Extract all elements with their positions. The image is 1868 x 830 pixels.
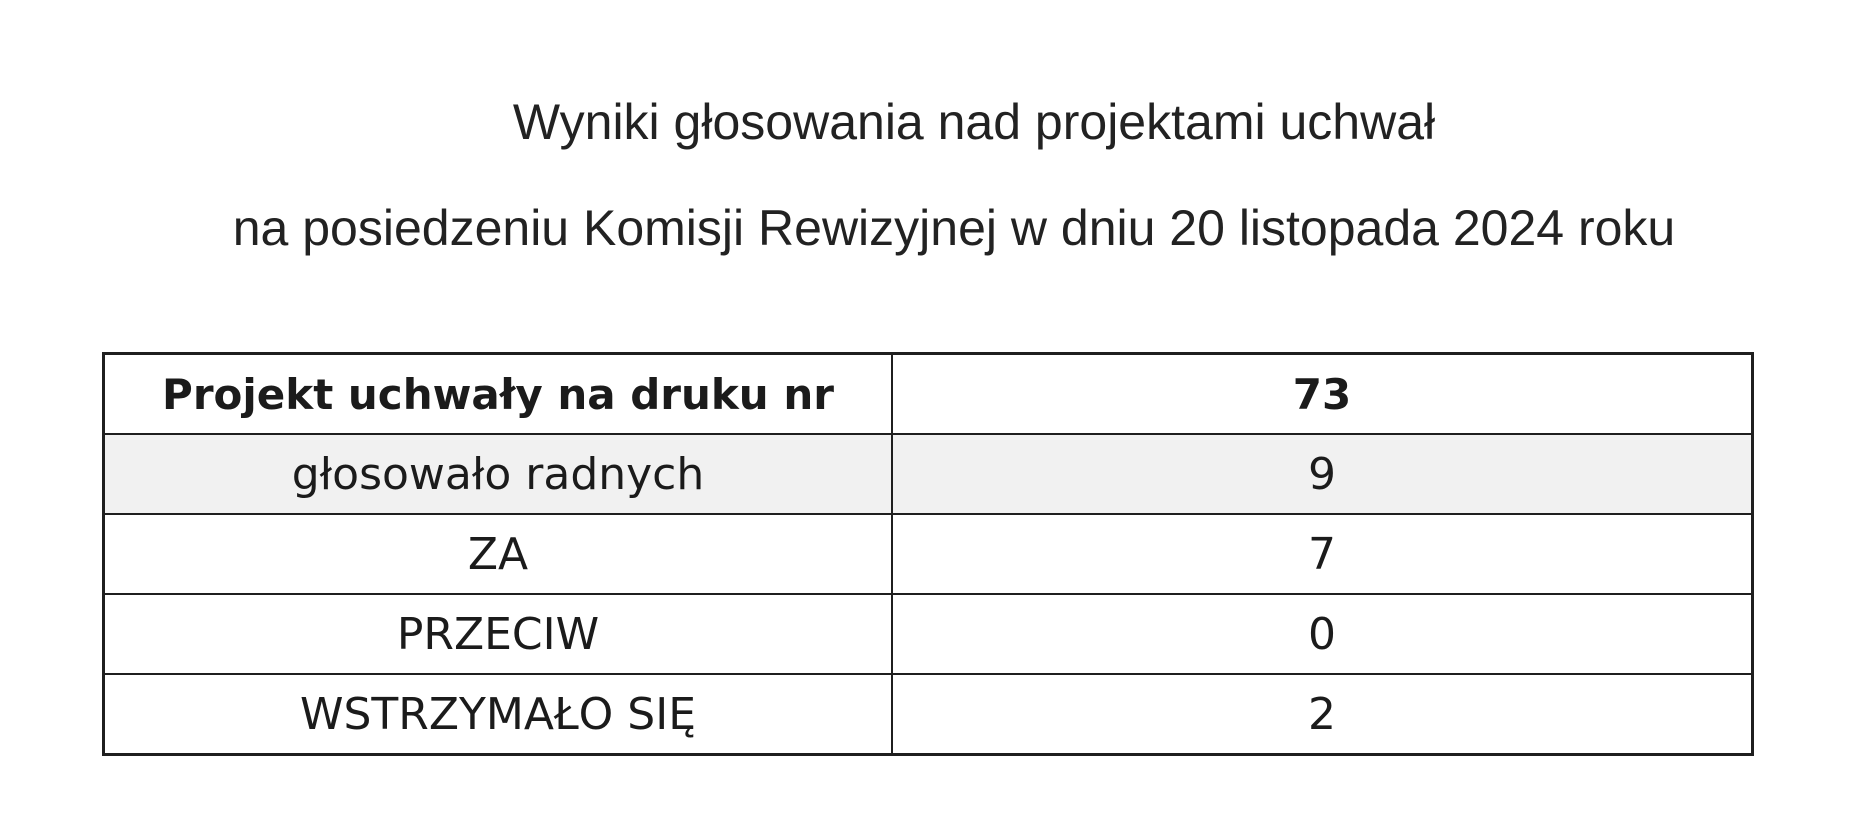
table-row-against [104,594,1753,674]
header-label-cell: Projekt uchwały na druku nr [104,354,893,435]
row-value-cell: 2 [892,674,1753,755]
row-label-cell: głosowało radnych [104,434,893,514]
row-label-cell: WSTRZYMAŁO SIĘ [104,674,893,755]
table-row-for [104,514,1753,594]
row-value-cell: 7 [892,514,1753,594]
table-row-voted [104,434,1753,514]
document-subtitle: na posiedzeniu Komisji Rewizyjnej w dniu 20 listopada 2024 roku [232,200,1676,256]
table-header-row [104,354,1753,435]
voting-results-table [102,352,1754,756]
row-value-cell: 0 [892,594,1753,674]
document-title: Wyniki głosowania nad projektami uchwał [512,94,1436,150]
row-label-cell: PRZECIW [104,594,893,674]
row-label-cell: ZA [104,514,893,594]
row-value-cell: 9 [892,434,1753,514]
table-row-abstained [104,674,1753,755]
header-value-cell: 73 [892,354,1753,435]
